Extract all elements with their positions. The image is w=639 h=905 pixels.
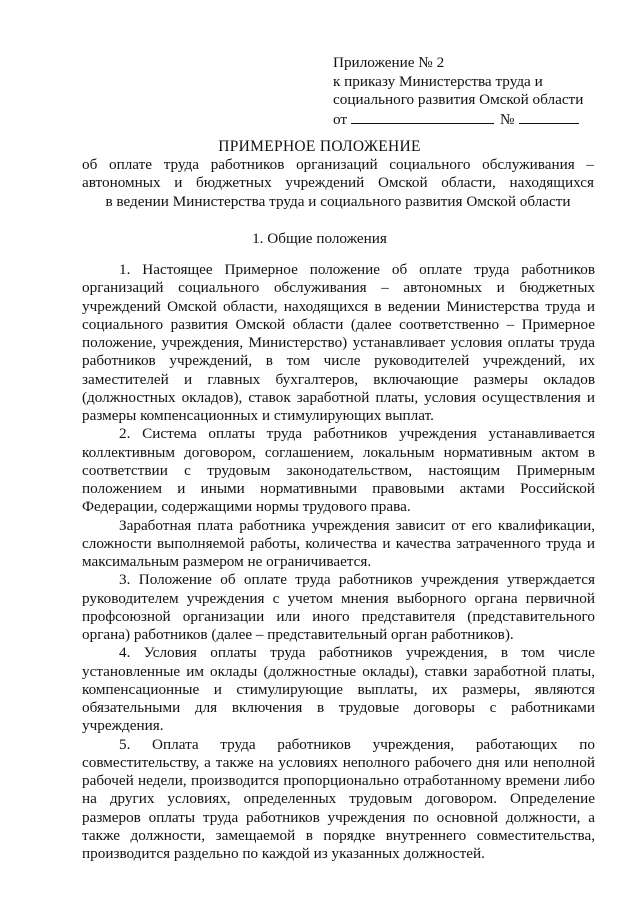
subtitle-line: об оплате труда работников организаций социального обслуживания – — [82, 156, 594, 173]
paragraph-line: учреждения. — [82, 717, 164, 735]
paragraph-line: социального развития Омской области (далее соответственно – Примерное — [82, 315, 595, 333]
number-label: № — [500, 110, 515, 128]
paragraph-line: работников учреждений, в том числе руководителей учреждений, их — [82, 352, 595, 370]
paragraph-line: соответствии с трудовым законодательством, настоящим Примерным — [82, 461, 595, 479]
paragraph-line: Заработная плата работника учреждения зависит от его квалификации, — [119, 516, 595, 534]
paragraph-line: учреждений Омской области, находящихся в ведении Министерства труда и — [82, 297, 595, 315]
paragraph-line: совместительству, а также на условиях неполного рабочего дня или неполной — [82, 753, 595, 771]
paragraph-line: размеров оплаты труда работников учреждения по основной должности, а — [82, 808, 595, 826]
appendix-number: Приложение № 2 — [333, 54, 445, 71]
paragraph-line: также должности, замещаемой в порядке внутреннего совместительства, — [82, 826, 595, 844]
paragraph-line: профсоюзной организации или иного представителя (представительного — [82, 607, 595, 625]
paragraph-line: рабочей недели, производится пропорционально отработанному времени либо — [82, 772, 595, 789]
appendix-block — [333, 54, 623, 129]
paragraph-line: установленные им оклады (должностные оклады), ставки заработной платы, — [82, 662, 595, 680]
paragraph-line: компенсационные и стимулирующие выплаты, их размеры, являются — [82, 680, 595, 698]
paragraph-line: положением и иными нормативными правовыми актами Российской — [82, 480, 595, 497]
paragraph — [82, 571, 595, 644]
appendix-ministry: социального развития Омской области — [333, 91, 584, 109]
paragraph — [82, 644, 595, 735]
date-label: от — [333, 110, 348, 128]
subtitle-line: автономных и бюджетных учреждений Омской области, находящихся — [82, 174, 594, 192]
appendix-date-line — [333, 110, 623, 130]
document-subtitle — [82, 156, 594, 211]
appendix-order-ref: к приказу Министерства труда и — [333, 72, 543, 90]
paragraph-line: сложности выполняемой работы, количества и качества затраченного труда и — [82, 534, 595, 552]
document-body — [82, 261, 595, 863]
paragraph-line: производится раздельно по каждой из указанных должностей. — [82, 845, 485, 862]
paragraph-line: 4. Условия оплаты труда работников учреждения, в том числе — [119, 644, 595, 662]
paragraph-line: положение, учреждения, Министерство) устанавливает условия оплаты труда — [82, 334, 595, 351]
paragraph-line: заместителей и главных бухгалтеров, включающие размеры окладов — [82, 370, 595, 388]
paragraph-line: размеры компенсационных и стимулирующих выплат. — [82, 407, 434, 424]
paragraph-line: Федерации, содержащими нормы трудового права. — [82, 498, 411, 516]
date-blank — [351, 110, 494, 124]
paragraph-line: 1. Настоящее Примерное положение об оплате труда работников — [119, 261, 595, 278]
document-title: ПРИМЕРНОЕ ПОЛОЖЕНИЕ — [218, 138, 421, 155]
paragraph — [82, 425, 595, 516]
number-blank — [519, 110, 579, 124]
paragraph-line: обязательными для включения в трудовые договоры с работниками — [82, 699, 595, 716]
paragraph-line: коллективным договором, соглашением, локальным нормативным актом в — [82, 443, 595, 461]
paragraph-line: 2. Система оплаты труда работников учреждения устанавливается — [119, 425, 595, 443]
paragraph-line: максимальным размером не ограничивается. — [82, 553, 372, 570]
paragraph — [82, 736, 595, 864]
paragraph-line: 5. Оплата труда работников учреждения, работающих по — [119, 735, 595, 753]
paragraph-line: организаций социального обслуживания – автономных и бюджетных — [82, 279, 595, 297]
paragraph — [82, 261, 595, 425]
paragraph-line: органа) работников (далее – представительный орган работников). — [82, 626, 514, 643]
paragraph-line: (должностных окладов), ставок заработной платы, условия осуществления и — [82, 388, 595, 406]
section-heading: 1. Общие положения — [252, 230, 387, 247]
paragraph-line: руководителем учреждения с учетом мнения выборного органа первичной — [82, 589, 595, 607]
paragraph-line: на других условиях, определенных трудовым договором. Определение — [82, 790, 595, 808]
subtitle-line: в ведении Министерства труда и социального развития Омской области — [105, 192, 571, 210]
paragraph-line: 3. Положение об оплате труда работников учреждения утверждается — [119, 571, 595, 589]
paragraph — [82, 517, 595, 572]
